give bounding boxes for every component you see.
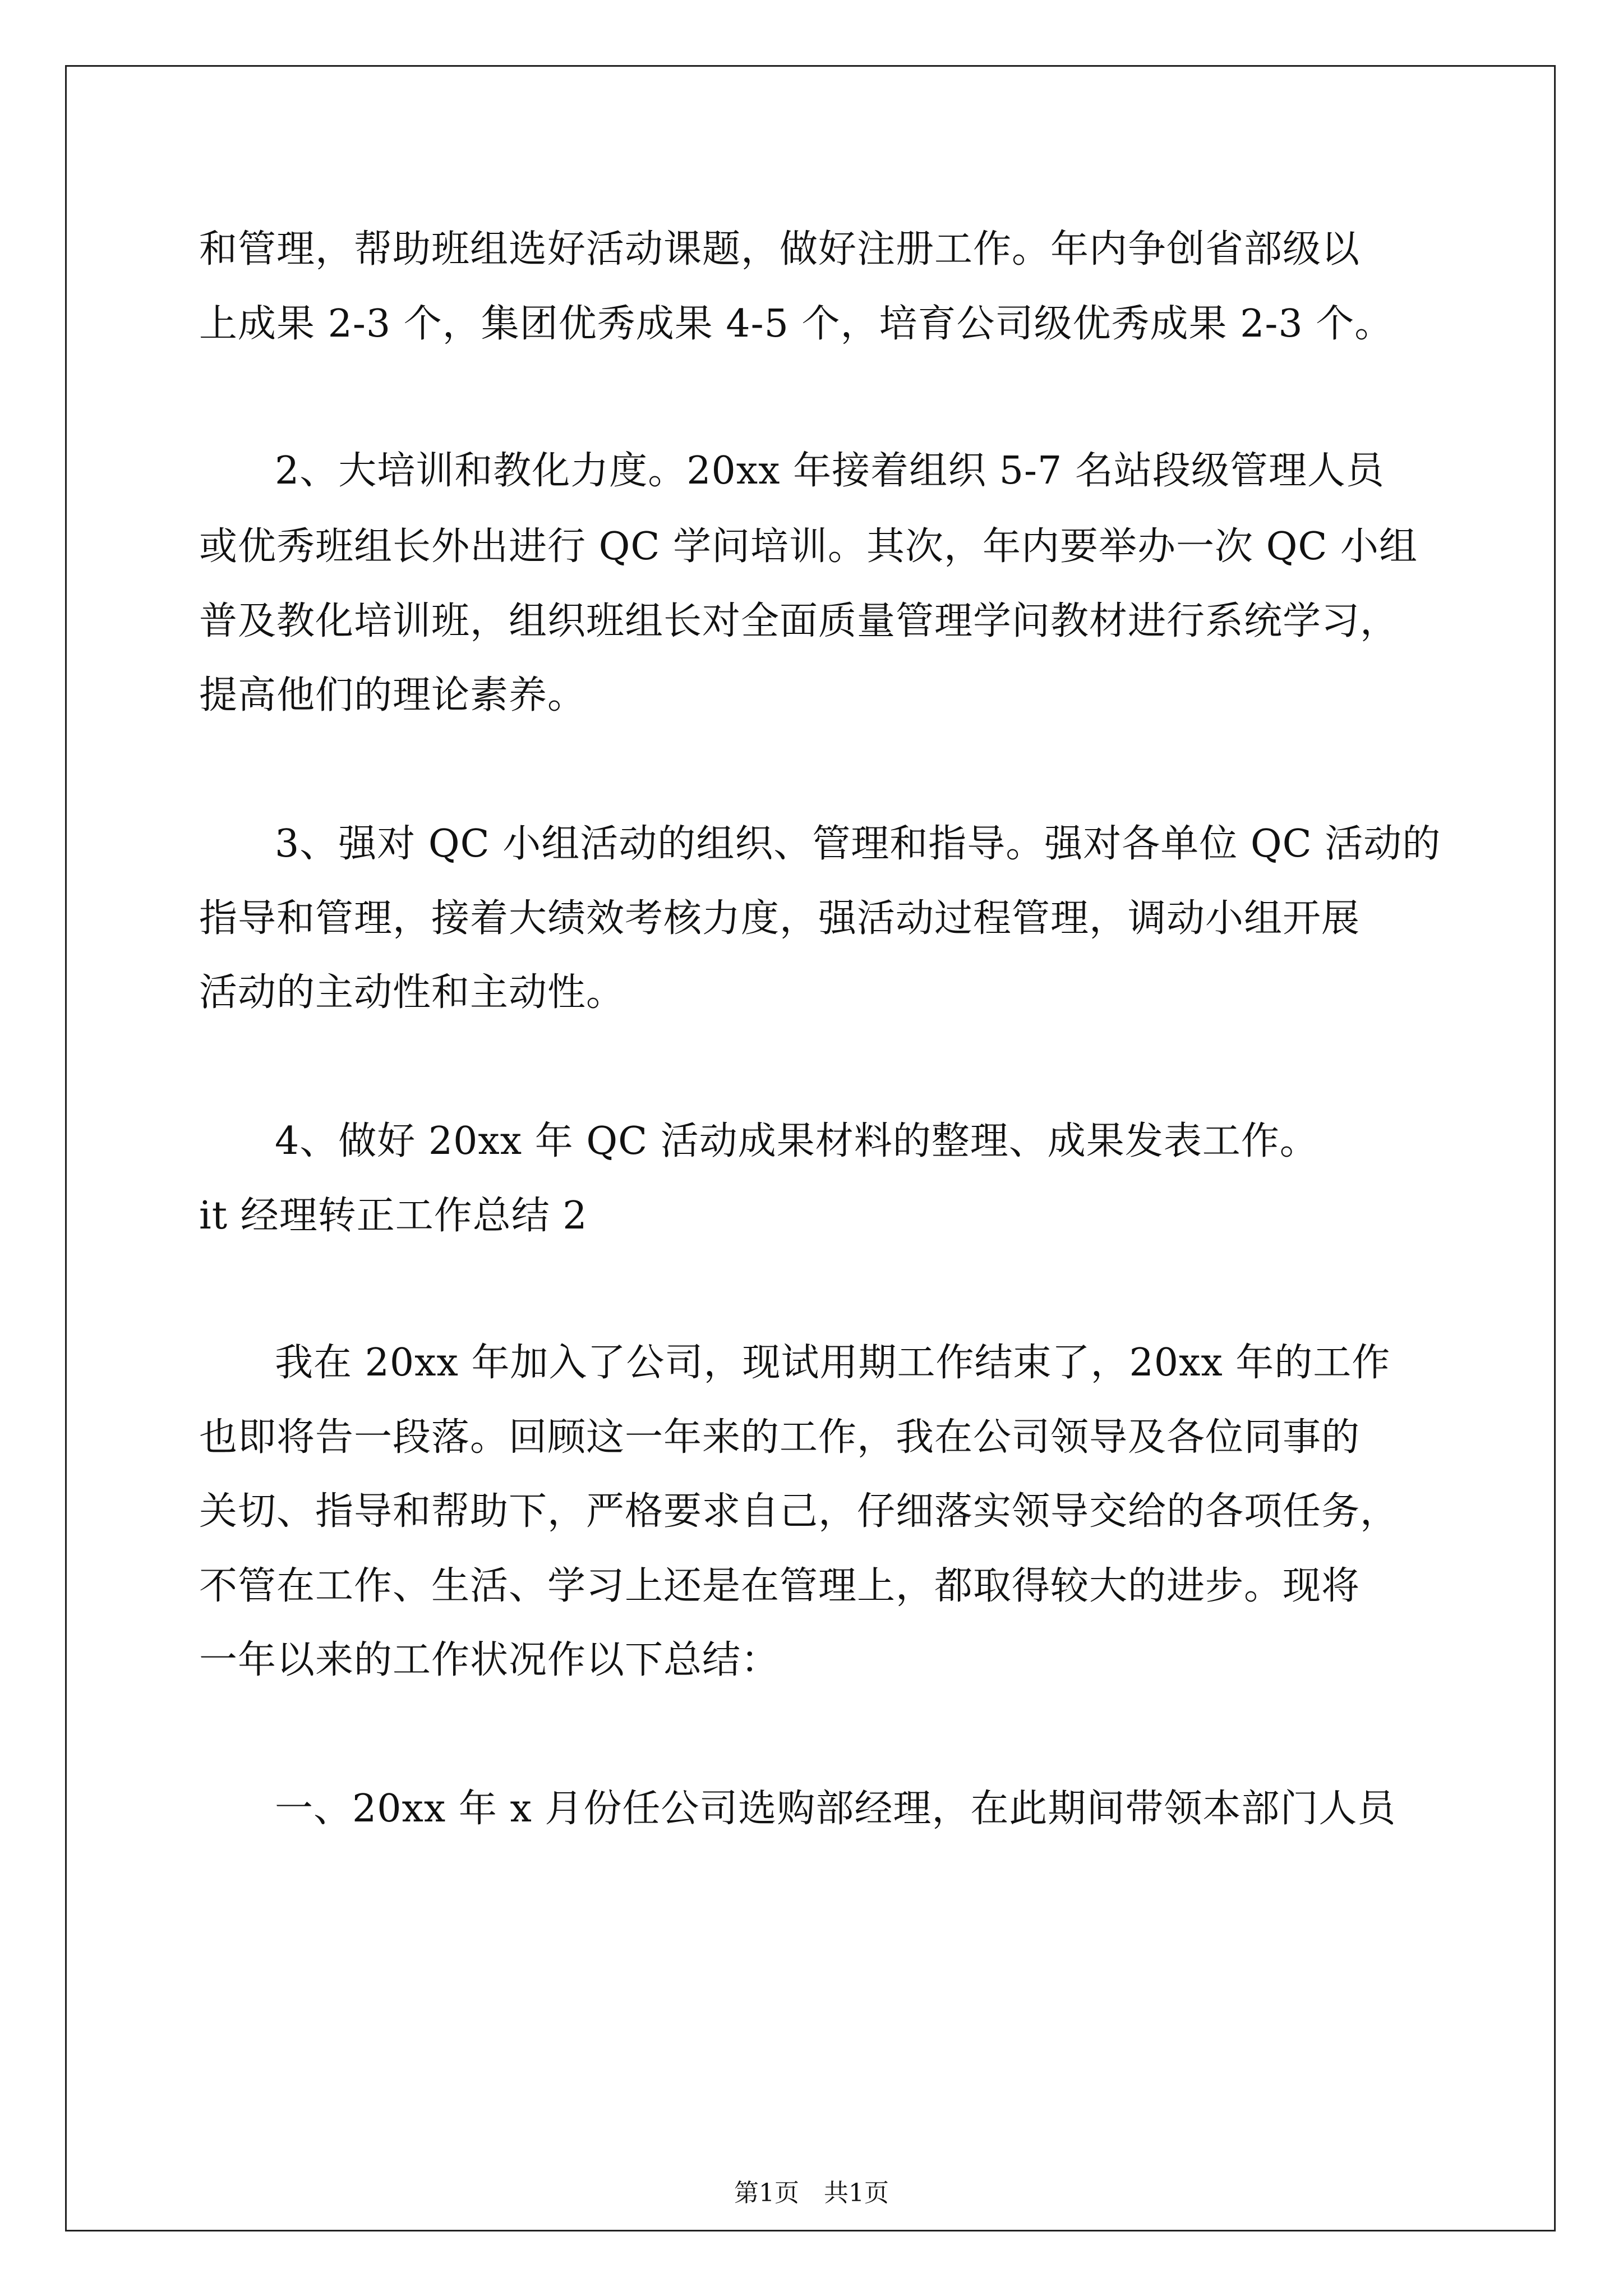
body-line: 普及教化培训班，组织班组长对全面质量管理学问教材进行系统学习， (199, 599, 1399, 643)
body-line: 关切、指导和帮助下，严格要求自己，仔细落实领导交给的各项任务， (199, 1489, 1399, 1534)
body-line: 不管在工作、生活、学习上还是在管理上，都取得较大的进步。现将 (199, 1564, 1361, 1608)
section-heading: it 经理转正工作总结 2 (199, 1194, 588, 1238)
body-line: 也即将告一段落。回顾这一年来的工作，我在公司领导及各位同事的 (199, 1415, 1361, 1460)
body-line: 指导和管理，接着大绩效考核力度，强活动过程管理，调动小组开展 (199, 896, 1361, 941)
body-line: 活动的主动性和主动性。 (199, 970, 625, 1015)
body-line: 和管理，帮助班组选好活动课题，做好注册工作。年内争创省部级以 (199, 227, 1361, 272)
body-line: 一、20xx 年 x 月份任公司选购部经理，在此期间带领本部门人员 (275, 1787, 1396, 1831)
body-line: 我在 20xx 年加入了公司，现试用期工作结束了，20xx 年的工作 (275, 1341, 1391, 1385)
body-line: 2、大培训和教化力度。20xx 年接着组织 5-7 名站段级管理人员 (275, 449, 1385, 493)
body-line: 上成果 2-3 个，集团优秀成果 4-5 个，培育公司级优秀成果 2-3 个。 (199, 302, 1394, 346)
body-line: 或优秀班组长外出进行 QC 学问培训。其次，年内要举办一次 QC 小组 (199, 524, 1418, 569)
body-line: 3、强对 QC 小组活动的组织、管理和指导。强对各单位 QC 活动的 (275, 822, 1441, 866)
page-footer: 第1页 共1页 (734, 2179, 889, 2207)
body-line: 一年以来的工作状况作以下总结： (199, 1638, 780, 1682)
body-line: 提高他们的理论素养。 (199, 673, 587, 717)
body-line: 4、做好 20xx 年 QC 活动成果材料的整理、成果发表工作。 (275, 1119, 1318, 1163)
